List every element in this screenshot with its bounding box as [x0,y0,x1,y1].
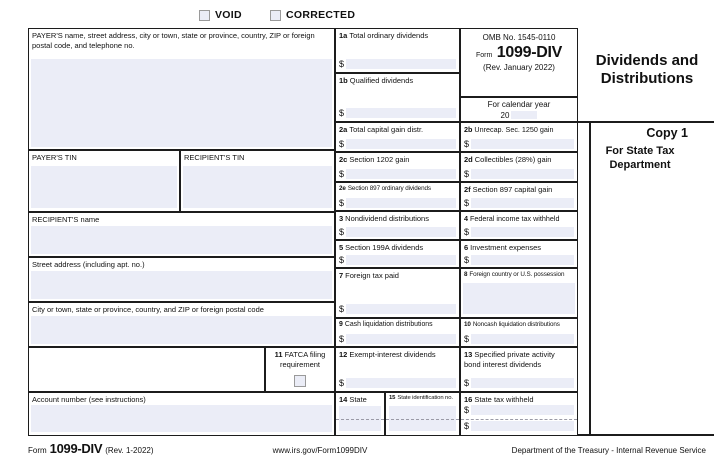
city-box [28,302,335,347]
form-title [461,44,577,62]
box-2d-label: Collectibles (28%) gain [474,155,552,164]
dollar-sign: $ [339,304,345,314]
calendar-year-input[interactable] [511,111,537,119]
fatca-checkbox[interactable] [294,375,306,387]
box-16 [460,392,578,436]
box-15-divider [386,419,459,420]
dollar-sign: $ [339,108,345,118]
box-1b-number: 1b [339,76,348,85]
footer-form-id [28,441,154,456]
box-4 [460,211,578,240]
payer-info-label: PAYER'S name, street address, city or town, state or province, country, ZIP or foreign postal code, and telephone no. [32,31,315,50]
box-2f-input[interactable] [471,198,574,208]
box-13-number: 13 [464,350,473,359]
box-5-label: Section 199A dividends [345,243,424,252]
box-4-number: 4 [464,214,468,223]
box-4-label: Federal income tax withheld [470,214,560,223]
box-6-label: Investment expenses [470,243,542,252]
box-2a-input[interactable] [346,139,456,149]
box-10-number: 10 [464,321,471,328]
copy-number: Copy 1 [646,126,688,140]
street-address-input[interactable] [31,271,332,299]
box-2c [335,152,460,182]
box-2c-label: Section 1202 gain [349,155,410,164]
dollar-sign: $ [464,139,470,149]
box-2b-input[interactable] [471,139,574,149]
fatca-box [265,347,335,392]
copy-recipient-line1: For State Tax [605,145,675,157]
box-2d-number: 2d [464,155,473,164]
box-12-label: Exempt-interest dividends [349,350,436,359]
box-5-number: 5 [339,243,344,252]
box-2d-input[interactable] [471,169,574,179]
calendar-year-row [461,111,577,120]
recipient-name-input[interactable] [31,226,332,254]
box-15-number: 15 [389,395,396,401]
box-16-label: State tax withheld [474,395,534,404]
form-word: Form [476,52,493,59]
box-14 [335,392,385,436]
box-2e-label: Section 897 ordinary dividends [347,185,431,192]
dollar-sign: $ [339,139,345,149]
box-16-divider [461,419,577,420]
box-2c-input[interactable] [346,169,456,179]
dollar-sign: $ [339,198,345,208]
account-number-label: Account number (see instructions) [32,395,146,404]
box-6 [460,240,578,268]
calendar-year-box [460,97,578,122]
dollar-sign: $ [464,378,470,388]
account-number-input[interactable] [31,405,332,432]
street-address-label: Street address (including apt. no.) [32,260,145,269]
box-15 [385,392,460,436]
box-9-number: 9 [339,321,343,328]
recipient-tin-label: RECIPIENT'S TIN [184,153,245,162]
recipient-name-box [28,212,335,257]
dollar-sign: $ [339,378,345,388]
box-3-label: Nondividend distributions [345,214,429,223]
calendar-year-prefix: 20 [500,111,510,120]
footer-form-revision: (Rev. 1-2022) [105,446,154,455]
copy-panel-top-line [578,121,714,123]
city-input[interactable] [31,316,332,344]
box-1b [335,73,460,122]
payer-tin-input[interactable] [31,166,177,208]
box-9-label: Cash liquidation distributions [344,321,433,328]
box-14-number: 14 [339,395,348,404]
box-13 [460,347,578,392]
omb-box [460,28,578,97]
box-2b-number: 2b [464,125,473,134]
box-13-input[interactable] [471,378,574,388]
dollar-sign: $ [339,59,345,69]
box-1a-input[interactable] [346,59,456,69]
fatca-number: 11 [274,350,283,359]
box-12-input[interactable] [346,378,456,388]
form-revision: (Rev. January 2022) [483,63,555,72]
footer-form-number: 1099-DIV [49,441,103,456]
box-12 [335,347,460,392]
box-2f [460,182,578,211]
payer-info-input[interactable] [31,59,332,147]
dollar-sign: $ [464,227,470,237]
form-main-title-line2: Distributions [600,70,694,87]
box-2d [460,152,578,182]
payer-tin-label: PAYER'S TIN [32,153,77,162]
dollar-sign: $ [464,169,470,179]
box-7-number: 7 [339,271,344,280]
box-16-input-1[interactable] [471,405,574,415]
box-1b-input[interactable] [346,108,456,118]
box-7 [335,268,460,318]
footer-agency: Department of the Treasury - Internal Revenue Service [511,446,706,455]
copy-recipient [580,145,700,173]
dollar-sign: $ [339,255,345,265]
dollar-sign: $ [339,169,345,179]
copy-recipient-line2: Department [609,158,671,171]
box-2a-number: 2a [339,125,348,134]
box-10-input[interactable] [471,334,574,344]
box-3-number: 3 [339,214,344,223]
box-9 [335,318,460,347]
box-1b-label: Qualified dividends [349,76,414,85]
recipient-tin-input[interactable] [183,166,332,208]
street-address-box [28,257,335,302]
form-main-title-line1: Dividends and [595,52,699,69]
omb-number: OMB No. 1545-0110 [482,33,556,42]
form-main-title [578,52,716,88]
box-7-label: Foreign tax paid [345,271,399,280]
box-1a [335,28,460,73]
box-5 [335,240,460,268]
box-16-number: 16 [464,395,473,404]
box-12-number: 12 [339,350,348,359]
corrected-label: CORRECTED [286,9,356,21]
box-6-input[interactable] [471,255,574,265]
box-2a [335,122,460,152]
footer-url: www.irs.gov/Form1099DIV [272,446,368,455]
box-16-input-2[interactable] [471,421,574,431]
box-13-label: Specified private activity bond interest dividends [464,350,555,369]
corrected-checkbox[interactable] [270,10,281,21]
box-3 [335,211,460,240]
calendar-year-label: For calendar year [487,100,551,109]
box-10 [460,318,578,347]
box-2b-label: Unrecap. Sec. 1250 gain [474,125,554,134]
dollar-sign: $ [464,405,470,415]
dollar-sign: $ [464,334,470,344]
blank-cell [28,347,265,392]
box-7-input[interactable] [346,304,456,314]
void-label: VOID [215,9,242,21]
payer-tin-box [28,150,180,212]
void-checkbox[interactable] [199,10,210,21]
account-number-box [28,392,335,436]
box-2b [460,122,578,152]
box-10-label: Noncash liquidation distributions [472,321,560,328]
recipient-name-label: RECIPIENT'S name [32,215,100,224]
box-2f-number: 2f [464,185,471,194]
box-2e [335,182,460,211]
dollar-sign: $ [339,227,345,237]
box-2f-label: Section 897 capital gain [472,185,553,194]
dollar-sign: $ [464,421,470,431]
box-8-label: Foreign country or U.S. possession [469,271,565,278]
box-2c-number: 2c [339,155,348,164]
box-2e-number: 2e [339,185,346,192]
box-15-label: State identification no. [397,395,453,401]
copy-panel-bottom-line [578,434,714,436]
payer-info-box [28,28,335,150]
box-2a-label: Total capital gain distr. [349,125,424,134]
dollar-sign: $ [464,198,470,208]
box-8 [460,268,578,318]
box-5-input[interactable] [346,255,456,265]
box-4-input[interactable] [471,227,574,237]
box-1a-number: 1a [339,31,348,40]
box-9-input[interactable] [346,334,456,344]
box-8-input[interactable] [463,283,575,314]
box-8-number: 8 [464,271,468,278]
box-14-label: State [349,395,367,404]
box-6-number: 6 [464,243,469,252]
form-number: 1099-DIV [496,44,562,61]
footer-form-word: Form [28,446,47,455]
box-2e-input[interactable] [346,198,456,208]
city-label: City or town, state or province, country, and ZIP or foreign postal code [32,305,264,314]
dollar-sign: $ [464,255,470,265]
box-3-input[interactable] [346,227,456,237]
recipient-tin-box [180,150,335,212]
box-1a-label: Total ordinary dividends [349,31,429,40]
fatca-label: 11 FATCA filing requirement [274,350,326,369]
box-14-divider [336,419,384,420]
dollar-sign: $ [339,334,345,344]
